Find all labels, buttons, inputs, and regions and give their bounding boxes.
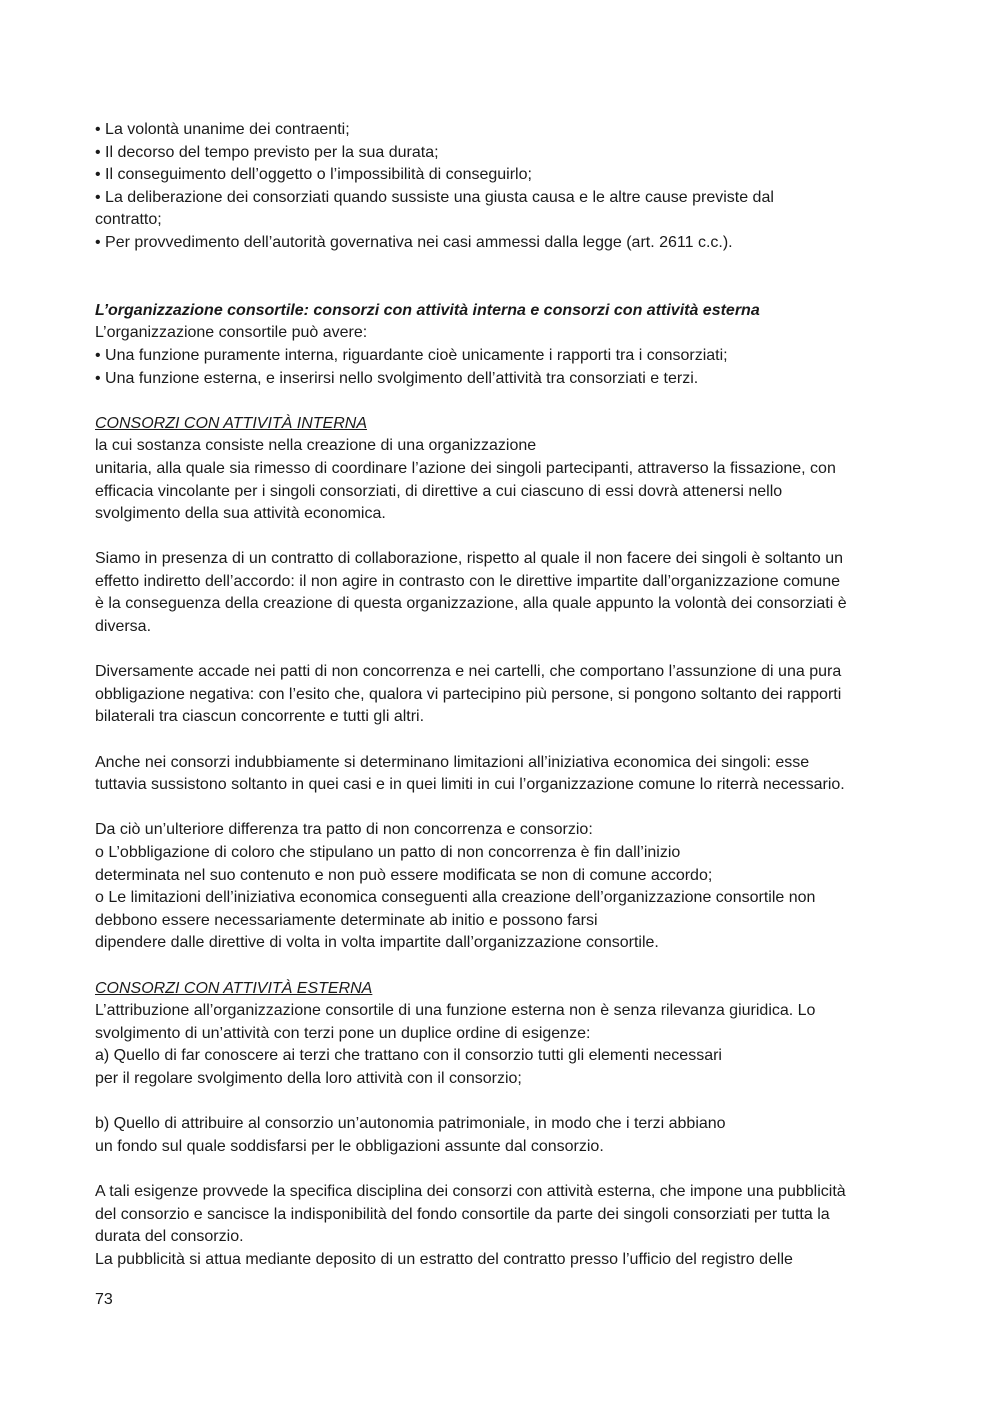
paragraph-line: svolgimento di un’attività con terzi pone un duplice ordine di esigenze:: [95, 1024, 591, 1042]
list-item: • Una funzione puramente interna, riguardante cioè unicamente i rapporti tra i consorziati;: [95, 346, 728, 364]
paragraph-line: efficacia vincolante per i singoli consorziati, di direttive a cui ciascuno di essi dovrà attenersi nello: [95, 482, 783, 500]
section-organizzazione-consortile: [95, 300, 910, 390]
page-content: [95, 119, 910, 1271]
list-item: • La volontà unanime dei contraenti;: [95, 121, 350, 138]
paragraph-line: L’attribuzione all’organizzazione consortile di una funzione esterna non è senza rilevanza giuridica. Lo: [95, 1002, 816, 1020]
paragraph: [95, 661, 910, 729]
paragraph: [95, 752, 910, 797]
list-item: • Una funzione esterna, e inserirsi nello svolgimento dell’attività tra consorziati e terzi.: [95, 369, 699, 387]
dissolution-causes-list: [95, 119, 910, 255]
paragraph-line: Da ciò un’ulteriore differenza tra patto di non concorrenza e consorzio:: [95, 821, 593, 839]
list-item: • Il decorso del tempo previsto per la sua durata;: [95, 143, 439, 161]
paragraph-line: per il regolare svolgimento della loro attività con il consorzio;: [95, 1069, 522, 1087]
paragraph: [95, 548, 910, 638]
list-item: • Il conseguimento dell’oggetto o l’impossibilità di conseguirlo;: [95, 166, 532, 184]
page-number: 73: [95, 1291, 113, 1308]
section-heading: L’organizzazione consortile: consorzi con attività interna e consorzi con attività esterna: [95, 301, 760, 319]
section-heading: CONSORZI CON ATTIVITÀ ESTERNA: [95, 979, 373, 997]
paragraph-line: A tali esigenze provvede la specifica disciplina dei consorzi con attività esterna, che impone una pubblicità: [95, 1182, 846, 1200]
paragraph-line: Anche nei consorzi indubbiamente si determinano limitazioni all’iniziativa economica dei singoli: esse: [95, 753, 810, 771]
paragraph-line: debbono essere necessariamente determinate ab initio e possono farsi: [95, 911, 598, 929]
paragraph-line: diversa.: [95, 618, 152, 636]
section-consorzi-attivita-esterna: [95, 978, 910, 1272]
list-item: a) Quello di far conoscere ai terzi che trattano con il consorzio tutti gli elementi necessari: [95, 1047, 722, 1065]
paragraph-line: unitaria, alla quale sia rimesso di coordinare l’azione dei singoli partecipanti, attraverso la fissazione, con: [95, 459, 836, 477]
paragraph-line: obbligazione negativa: con l’esito che, qualora vi partecipino più persone, si pongono soltanto dei rapporti: [95, 685, 842, 703]
list-item: o L’obbligazione di coloro che stipulano un patto di non concorrenza è fin dall’inizio: [95, 844, 681, 861]
list-item: b) Quello di attribuire al consorzio un’autonomia patrimoniale, in modo che i terzi abbiano: [95, 1115, 726, 1133]
paragraph-line: La pubblicità si attua mediante deposito di un estratto del contratto presso l’ufficio del registro delle: [95, 1250, 793, 1268]
paragraph-line: L’organizzazione consortile può avere:: [95, 324, 368, 342]
paragraph-line: un fondo sul quale soddisfarsi per le obbligazioni assunte dal consorzio.: [95, 1137, 604, 1155]
paragraph-line: svolgimento della sua attività economica.: [95, 505, 386, 523]
paragraph-line: Diversamente accade nei patti di non concorrenza e nei cartelli, che comportano l’assunzione di una pura: [95, 663, 842, 681]
paragraph-line: la cui sostanza consiste nella creazione di una organizzazione: [95, 437, 537, 455]
paragraph-line: durata del consorzio.: [95, 1228, 244, 1246]
section-heading: CONSORZI CON ATTIVITÀ INTERNA: [95, 414, 368, 432]
section-consorzi-attivita-interna: [95, 413, 910, 955]
paragraph: [95, 819, 910, 955]
list-item: • Per provvedimento dell’autorità governativa nei casi ammessi dalla legge (art. 2611 c.c.).: [95, 233, 733, 251]
paragraph-line: bilaterali tra ciascun concorrente e tutti gli altri.: [95, 708, 425, 726]
paragraph-line: dipendere dalle direttive di volta in volta impartite dall’organizzazione consortile.: [95, 934, 659, 952]
paragraph: [95, 435, 910, 525]
paragraph: [95, 1181, 910, 1271]
list-item-continuation: contratto;: [95, 211, 162, 229]
paragraph-line: tuttavia sussistono soltanto in quei casi e in quei limiti in cui l’organizzazione comune lo riterrà necessario.: [95, 776, 845, 794]
list-item: o Le limitazioni dell’iniziativa economica conseguenti alla creazione dell’organizzazione consortile non: [95, 889, 816, 907]
paragraph-line: Siamo in presenza di un contratto di collaborazione, rispetto al quale il non facere dei singoli è soltanto un: [95, 550, 844, 568]
paragraph: [95, 1000, 910, 1090]
paragraph-line: determinata nel suo contenuto e non può essere modificata se non di comune accordo;: [95, 866, 713, 884]
paragraph-line: è la conseguenza della creazione di questa organizzazione, alla quale appunto la volontà dei consorziati è: [95, 595, 847, 613]
list-item: • La deliberazione dei consorziati quando sussiste una giusta causa e le altre cause previste dal: [95, 188, 774, 206]
paragraph: [95, 1113, 910, 1158]
paragraph-line: effetto indiretto dell’accordo: il non agire in contrasto con le direttive impartite dall’organizzazione comune: [95, 572, 841, 590]
paragraph-line: del consorzio e sancisce la indisponibilità del fondo consortile da parte dei singoli consorziati per tutta la: [95, 1205, 830, 1223]
